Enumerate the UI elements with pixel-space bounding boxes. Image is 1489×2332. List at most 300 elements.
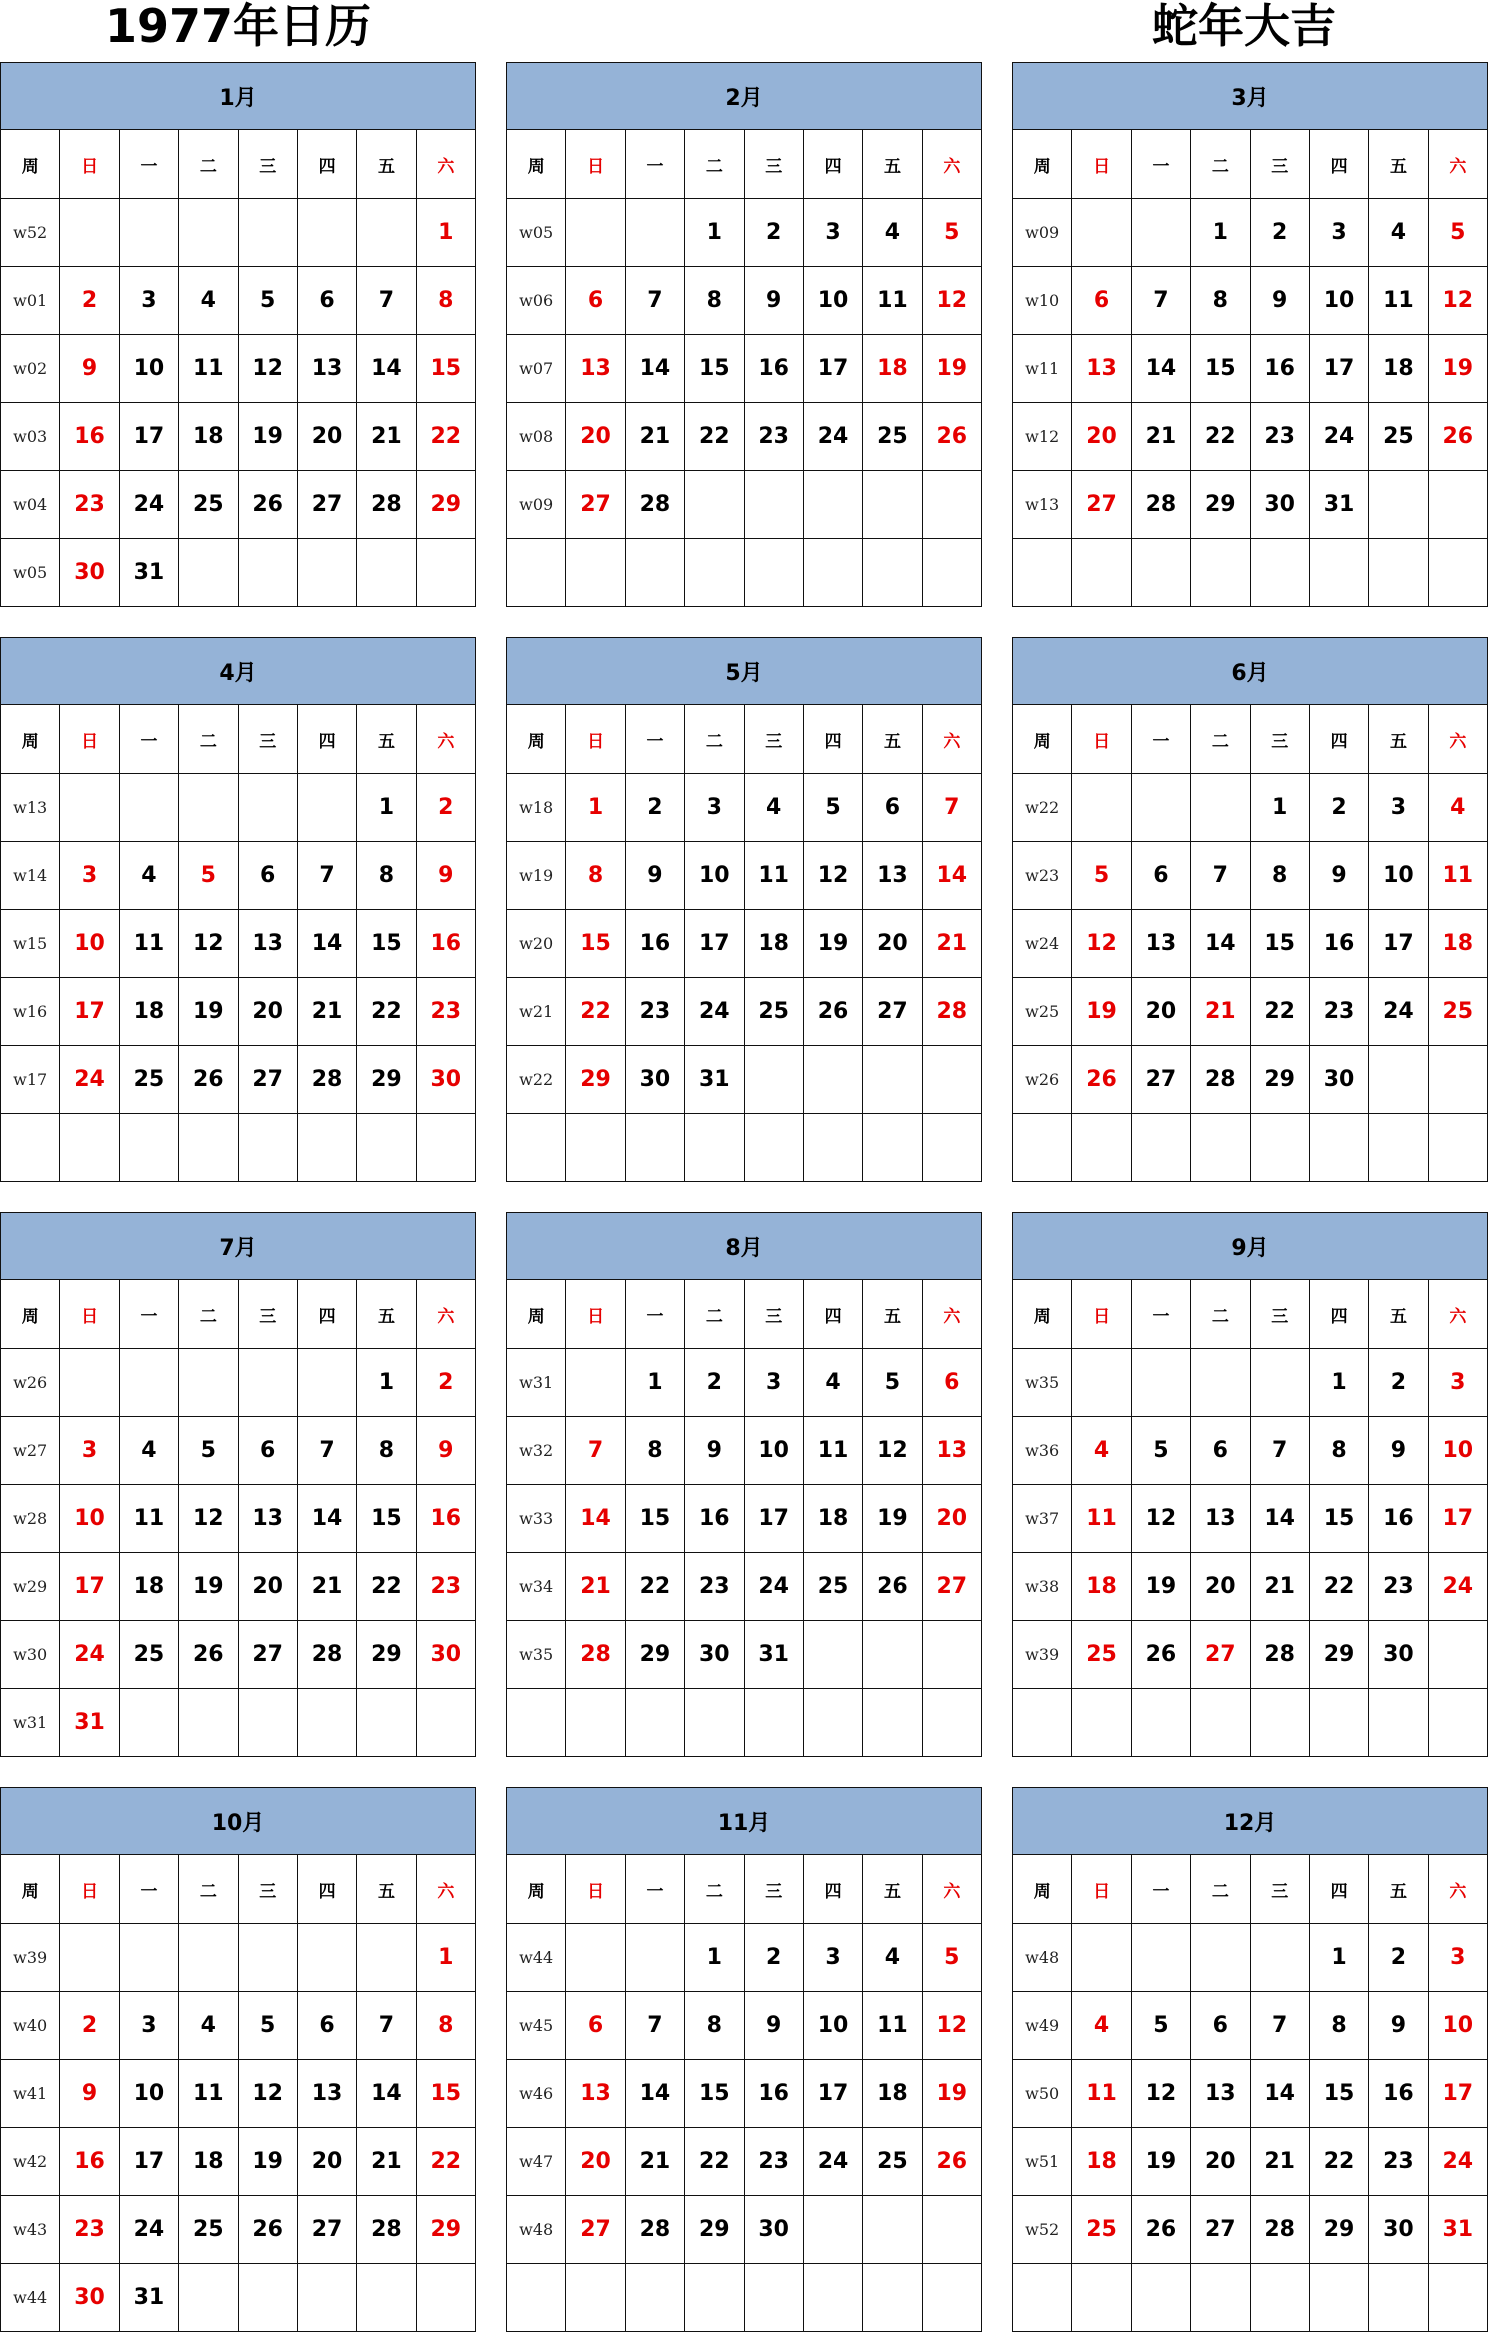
week-number: w09 <box>1013 199 1072 267</box>
week-number: w46 <box>507 2060 566 2128</box>
day-cell: 3 <box>119 267 178 335</box>
month-table <box>0 62 476 607</box>
day-cell: 23 <box>625 978 684 1046</box>
weekday-header: 二 <box>179 130 238 199</box>
day-cell <box>119 1924 178 1992</box>
day-cell: 20 <box>566 2128 625 2196</box>
day-cell: 30 <box>416 1046 475 1114</box>
day-cell: 15 <box>1309 1485 1368 1553</box>
weekday-header: 二 <box>1191 1855 1250 1924</box>
week-row <box>1013 1992 1488 2060</box>
week-number: w39 <box>1013 1621 1072 1689</box>
week-row <box>1013 2128 1488 2196</box>
week-number: w12 <box>1013 403 1072 471</box>
day-cell: 6 <box>566 267 625 335</box>
day-cell <box>863 1689 922 1757</box>
week-number: w44 <box>507 1924 566 1992</box>
day-cell: 28 <box>625 2196 684 2264</box>
weekday-header: 五 <box>1369 1855 1428 1924</box>
day-cell <box>357 1689 416 1757</box>
day-cell: 4 <box>863 1924 922 1992</box>
day-cell: 26 <box>803 978 862 1046</box>
week-number: w36 <box>1013 1417 1072 1485</box>
day-cell: 24 <box>744 1553 803 1621</box>
weekday-header: 四 <box>297 1855 356 1924</box>
week-number: w33 <box>507 1485 566 1553</box>
day-cell: 7 <box>1250 1992 1309 2060</box>
day-cell: 23 <box>416 1553 475 1621</box>
weekday-header: 五 <box>1369 705 1428 774</box>
day-cell <box>744 1689 803 1757</box>
week-row <box>1013 471 1488 539</box>
day-cell: 10 <box>119 335 178 403</box>
week-row <box>507 842 982 910</box>
weekday-header: 日 <box>60 1280 119 1349</box>
day-cell: 8 <box>625 1417 684 1485</box>
day-cell: 19 <box>1428 335 1487 403</box>
week-number: w18 <box>507 774 566 842</box>
day-cell: 22 <box>1191 403 1250 471</box>
month-table <box>0 1787 476 2332</box>
day-cell: 22 <box>625 1553 684 1621</box>
week-number: w35 <box>507 1621 566 1689</box>
weekday-header: 三 <box>1250 1855 1309 1924</box>
day-cell <box>803 2196 862 2264</box>
day-cell <box>179 1349 238 1417</box>
day-cell: 29 <box>685 2196 744 2264</box>
month-title: 8月 <box>507 1213 982 1280</box>
day-cell: 18 <box>1369 335 1428 403</box>
week-number: w28 <box>1 1485 60 1553</box>
day-cell <box>1369 1114 1428 1182</box>
day-cell <box>357 1924 416 1992</box>
day-cell: 28 <box>566 1621 625 1689</box>
day-cell: 28 <box>357 2196 416 2264</box>
day-cell: 16 <box>416 910 475 978</box>
week-row <box>1013 335 1488 403</box>
week-number <box>1013 539 1072 607</box>
weekday-header: 日 <box>566 130 625 199</box>
weekday-header: 四 <box>297 705 356 774</box>
day-cell: 10 <box>803 267 862 335</box>
day-cell: 19 <box>922 2060 981 2128</box>
day-cell: 7 <box>1250 1417 1309 1485</box>
day-cell: 30 <box>60 2264 119 2332</box>
day-cell <box>803 1114 862 1182</box>
day-cell <box>60 199 119 267</box>
day-cell: 31 <box>1428 2196 1487 2264</box>
week-row <box>507 1553 982 1621</box>
day-cell <box>1072 1924 1131 1992</box>
day-cell <box>803 1046 862 1114</box>
day-cell: 16 <box>1369 1485 1428 1553</box>
day-cell: 30 <box>625 1046 684 1114</box>
day-cell: 4 <box>1072 1992 1131 2060</box>
week-number: w25 <box>1013 978 1072 1046</box>
day-cell: 13 <box>1131 910 1190 978</box>
day-cell: 21 <box>1250 1553 1309 1621</box>
day-cell: 3 <box>803 1924 862 1992</box>
week-number <box>1013 2264 1072 2332</box>
day-cell: 18 <box>179 2128 238 2196</box>
day-cell <box>1250 539 1309 607</box>
week-row <box>1 1114 476 1182</box>
day-cell <box>1072 1689 1131 1757</box>
day-cell: 6 <box>863 774 922 842</box>
week-row <box>1 1621 476 1689</box>
day-cell: 27 <box>1191 2196 1250 2264</box>
week-number: w10 <box>1013 267 1072 335</box>
day-cell: 27 <box>1072 471 1131 539</box>
week-number: w14 <box>1 842 60 910</box>
day-cell: 26 <box>238 471 297 539</box>
day-cell <box>922 2196 981 2264</box>
day-cell: 12 <box>1072 910 1131 978</box>
day-cell <box>357 539 416 607</box>
week-number: w22 <box>507 1046 566 1114</box>
weekday-header: 二 <box>1191 130 1250 199</box>
day-cell: 22 <box>357 1553 416 1621</box>
weekday-header: 六 <box>922 1855 981 1924</box>
day-cell: 4 <box>744 774 803 842</box>
weekday-header: 六 <box>922 1280 981 1349</box>
day-cell: 13 <box>238 910 297 978</box>
week-column-header: 周 <box>1 1280 60 1349</box>
day-cell: 14 <box>566 1485 625 1553</box>
day-cell: 28 <box>922 978 981 1046</box>
day-cell: 19 <box>1131 2128 1190 2196</box>
day-cell: 29 <box>1309 1621 1368 1689</box>
day-cell: 31 <box>1309 471 1368 539</box>
day-cell: 10 <box>60 910 119 978</box>
month-title: 10月 <box>1 1788 476 1855</box>
day-cell <box>1309 1114 1368 1182</box>
day-cell <box>744 471 803 539</box>
day-cell: 2 <box>416 774 475 842</box>
day-cell: 5 <box>922 1924 981 1992</box>
day-cell: 14 <box>922 842 981 910</box>
day-cell: 4 <box>1369 199 1428 267</box>
day-cell <box>238 1114 297 1182</box>
weekday-header: 一 <box>119 1855 178 1924</box>
week-row <box>1013 774 1488 842</box>
day-cell: 4 <box>179 267 238 335</box>
week-number: w32 <box>507 1417 566 1485</box>
week-row <box>1 199 476 267</box>
day-cell: 24 <box>1428 2128 1487 2196</box>
day-cell: 19 <box>238 2128 297 2196</box>
weekday-header: 一 <box>119 1280 178 1349</box>
week-number: w38 <box>1013 1553 1072 1621</box>
day-cell <box>416 539 475 607</box>
day-cell: 9 <box>744 267 803 335</box>
day-cell: 7 <box>625 267 684 335</box>
day-cell: 6 <box>238 842 297 910</box>
day-cell: 19 <box>922 335 981 403</box>
day-cell: 11 <box>803 1417 862 1485</box>
day-cell <box>1250 1114 1309 1182</box>
day-cell: 4 <box>803 1349 862 1417</box>
weekday-header: 一 <box>119 705 178 774</box>
day-cell: 8 <box>416 1992 475 2060</box>
day-cell <box>1309 1689 1368 1757</box>
day-cell: 7 <box>1191 842 1250 910</box>
day-cell: 20 <box>1191 2128 1250 2196</box>
day-cell: 23 <box>416 978 475 1046</box>
week-number: w44 <box>1 2264 60 2332</box>
week-row <box>1 1417 476 1485</box>
weekday-header: 四 <box>1309 705 1368 774</box>
day-cell <box>297 539 356 607</box>
month-title: 7月 <box>1 1213 476 1280</box>
day-cell: 14 <box>625 335 684 403</box>
day-cell: 26 <box>1131 1621 1190 1689</box>
day-cell <box>744 539 803 607</box>
day-cell: 21 <box>1131 403 1190 471</box>
day-cell: 27 <box>1191 1621 1250 1689</box>
weekday-header: 三 <box>744 1280 803 1349</box>
week-number: w35 <box>1013 1349 1072 1417</box>
day-cell: 17 <box>1428 2060 1487 2128</box>
weekday-header: 一 <box>625 130 684 199</box>
day-cell <box>1131 2264 1190 2332</box>
day-cell: 25 <box>119 1621 178 1689</box>
weekday-header: 二 <box>1191 705 1250 774</box>
day-cell <box>179 1689 238 1757</box>
day-cell: 16 <box>685 1485 744 1553</box>
day-cell: 2 <box>744 199 803 267</box>
month-calendar <box>506 637 982 1179</box>
week-number: w06 <box>507 267 566 335</box>
week-number <box>1013 1689 1072 1757</box>
day-cell: 12 <box>803 842 862 910</box>
week-row <box>1013 2060 1488 2128</box>
day-cell: 18 <box>119 1553 178 1621</box>
day-cell: 26 <box>922 403 981 471</box>
day-cell: 26 <box>1131 2196 1190 2264</box>
day-cell: 20 <box>922 1485 981 1553</box>
day-cell <box>179 1114 238 1182</box>
day-cell: 2 <box>60 1992 119 2060</box>
day-cell: 9 <box>1309 842 1368 910</box>
day-cell: 7 <box>625 1992 684 2060</box>
month-title: 12月 <box>1013 1788 1488 1855</box>
week-number <box>507 2264 566 2332</box>
day-cell: 20 <box>297 2128 356 2196</box>
day-cell <box>1131 1689 1190 1757</box>
month-calendar <box>0 637 476 1179</box>
day-cell: 14 <box>297 910 356 978</box>
weekday-header: 六 <box>416 1855 475 1924</box>
day-cell <box>238 1924 297 1992</box>
day-cell: 6 <box>922 1349 981 1417</box>
day-cell: 29 <box>416 2196 475 2264</box>
weekday-header: 三 <box>238 130 297 199</box>
weekday-header: 二 <box>685 705 744 774</box>
week-row <box>1013 842 1488 910</box>
day-cell: 28 <box>357 471 416 539</box>
day-cell: 19 <box>179 1553 238 1621</box>
day-cell: 12 <box>1131 1485 1190 1553</box>
day-cell: 8 <box>1309 1992 1368 2060</box>
day-cell: 17 <box>744 1485 803 1553</box>
day-cell <box>863 1621 922 1689</box>
day-cell: 1 <box>625 1349 684 1417</box>
day-cell: 25 <box>1072 2196 1131 2264</box>
weekday-header: 一 <box>1131 1855 1190 1924</box>
day-cell <box>119 1349 178 1417</box>
week-number: w16 <box>1 978 60 1046</box>
week-number: w05 <box>507 199 566 267</box>
day-cell: 14 <box>1250 2060 1309 2128</box>
day-cell <box>922 471 981 539</box>
day-cell: 31 <box>744 1621 803 1689</box>
week-number: w08 <box>507 403 566 471</box>
week-row <box>1 1924 476 1992</box>
day-cell <box>416 2264 475 2332</box>
weekday-header: 日 <box>566 1855 625 1924</box>
day-cell: 5 <box>1428 199 1487 267</box>
day-cell: 6 <box>297 267 356 335</box>
week-number: w19 <box>507 842 566 910</box>
month-title: 6月 <box>1013 638 1488 705</box>
week-number: w23 <box>1013 842 1072 910</box>
month-table <box>1012 637 1488 1182</box>
week-number: w49 <box>1013 1992 1072 2060</box>
day-cell: 18 <box>1428 910 1487 978</box>
day-cell: 27 <box>297 2196 356 2264</box>
week-row <box>507 2060 982 2128</box>
weekday-header: 五 <box>863 705 922 774</box>
day-cell: 13 <box>1191 1485 1250 1553</box>
week-row <box>1013 2196 1488 2264</box>
week-row <box>507 539 982 607</box>
weekday-header: 日 <box>60 130 119 199</box>
weekday-header: 二 <box>179 1280 238 1349</box>
day-cell: 3 <box>119 1992 178 2060</box>
week-row <box>507 774 982 842</box>
month-calendar <box>506 1212 982 1754</box>
day-cell: 19 <box>1131 1553 1190 1621</box>
week-column-header: 周 <box>1013 705 1072 774</box>
day-cell: 10 <box>803 1992 862 2060</box>
week-row <box>1013 1689 1488 1757</box>
day-cell: 30 <box>1250 471 1309 539</box>
day-cell: 25 <box>744 978 803 1046</box>
month-calendar <box>1012 637 1488 1179</box>
weekday-header: 二 <box>1191 1280 1250 1349</box>
weekday-header: 三 <box>744 1855 803 1924</box>
day-cell: 11 <box>1428 842 1487 910</box>
day-cell <box>1131 774 1190 842</box>
day-cell <box>1428 471 1487 539</box>
day-cell: 23 <box>60 2196 119 2264</box>
day-cell <box>179 2264 238 2332</box>
day-cell <box>238 1689 297 1757</box>
week-number: w31 <box>507 1349 566 1417</box>
day-cell: 17 <box>1309 335 1368 403</box>
day-cell: 7 <box>297 1417 356 1485</box>
day-cell <box>1131 1349 1190 1417</box>
day-cell: 8 <box>566 842 625 910</box>
day-cell <box>1191 1349 1250 1417</box>
weekday-header: 一 <box>625 705 684 774</box>
day-cell: 12 <box>1131 2060 1190 2128</box>
week-row <box>507 2264 982 2332</box>
day-cell: 12 <box>863 1417 922 1485</box>
day-cell: 12 <box>238 2060 297 2128</box>
day-cell: 1 <box>357 1349 416 1417</box>
day-cell: 23 <box>685 1553 744 1621</box>
week-row <box>507 1689 982 1757</box>
week-row <box>507 1992 982 2060</box>
day-cell: 9 <box>1369 1992 1428 2060</box>
day-cell <box>1250 1689 1309 1757</box>
weekday-header: 日 <box>1072 130 1131 199</box>
day-cell: 22 <box>685 2128 744 2196</box>
day-cell: 9 <box>60 335 119 403</box>
week-number: w50 <box>1013 2060 1072 2128</box>
day-cell <box>566 1114 625 1182</box>
day-cell <box>803 471 862 539</box>
week-row <box>1 2060 476 2128</box>
day-cell: 22 <box>357 978 416 1046</box>
week-number <box>1013 1114 1072 1182</box>
day-cell: 29 <box>1309 2196 1368 2264</box>
day-cell: 2 <box>416 1349 475 1417</box>
day-cell: 28 <box>1250 1621 1309 1689</box>
week-number: w02 <box>1 335 60 403</box>
month-calendar <box>1012 1787 1488 2329</box>
day-cell: 1 <box>566 774 625 842</box>
day-cell <box>685 1114 744 1182</box>
day-cell: 10 <box>685 842 744 910</box>
day-cell: 11 <box>1369 267 1428 335</box>
weekday-header: 日 <box>1072 1855 1131 1924</box>
day-cell: 15 <box>625 1485 684 1553</box>
day-cell: 21 <box>625 403 684 471</box>
week-number: w21 <box>507 978 566 1046</box>
day-cell: 27 <box>566 471 625 539</box>
day-cell: 24 <box>1428 1553 1487 1621</box>
day-cell: 8 <box>1191 267 1250 335</box>
week-row <box>1013 1046 1488 1114</box>
day-cell: 7 <box>357 1992 416 2060</box>
day-cell <box>1309 539 1368 607</box>
week-row <box>1 335 476 403</box>
weekday-header: 二 <box>685 1280 744 1349</box>
day-cell: 27 <box>863 978 922 1046</box>
day-cell: 8 <box>416 267 475 335</box>
day-cell: 1 <box>416 199 475 267</box>
day-cell <box>566 1924 625 1992</box>
day-cell: 27 <box>238 1046 297 1114</box>
week-number: w29 <box>1 1553 60 1621</box>
day-cell: 8 <box>357 1417 416 1485</box>
month-calendar <box>0 1212 476 1754</box>
week-row <box>1 471 476 539</box>
day-cell: 21 <box>297 978 356 1046</box>
month-table <box>506 62 982 607</box>
weekday-header: 三 <box>1250 1280 1309 1349</box>
day-cell: 16 <box>744 2060 803 2128</box>
day-cell: 25 <box>803 1553 862 1621</box>
week-number: w17 <box>1 1046 60 1114</box>
month-title: 9月 <box>1013 1213 1488 1280</box>
weekday-header: 六 <box>416 705 475 774</box>
day-cell <box>685 2264 744 2332</box>
day-cell <box>1369 2264 1428 2332</box>
